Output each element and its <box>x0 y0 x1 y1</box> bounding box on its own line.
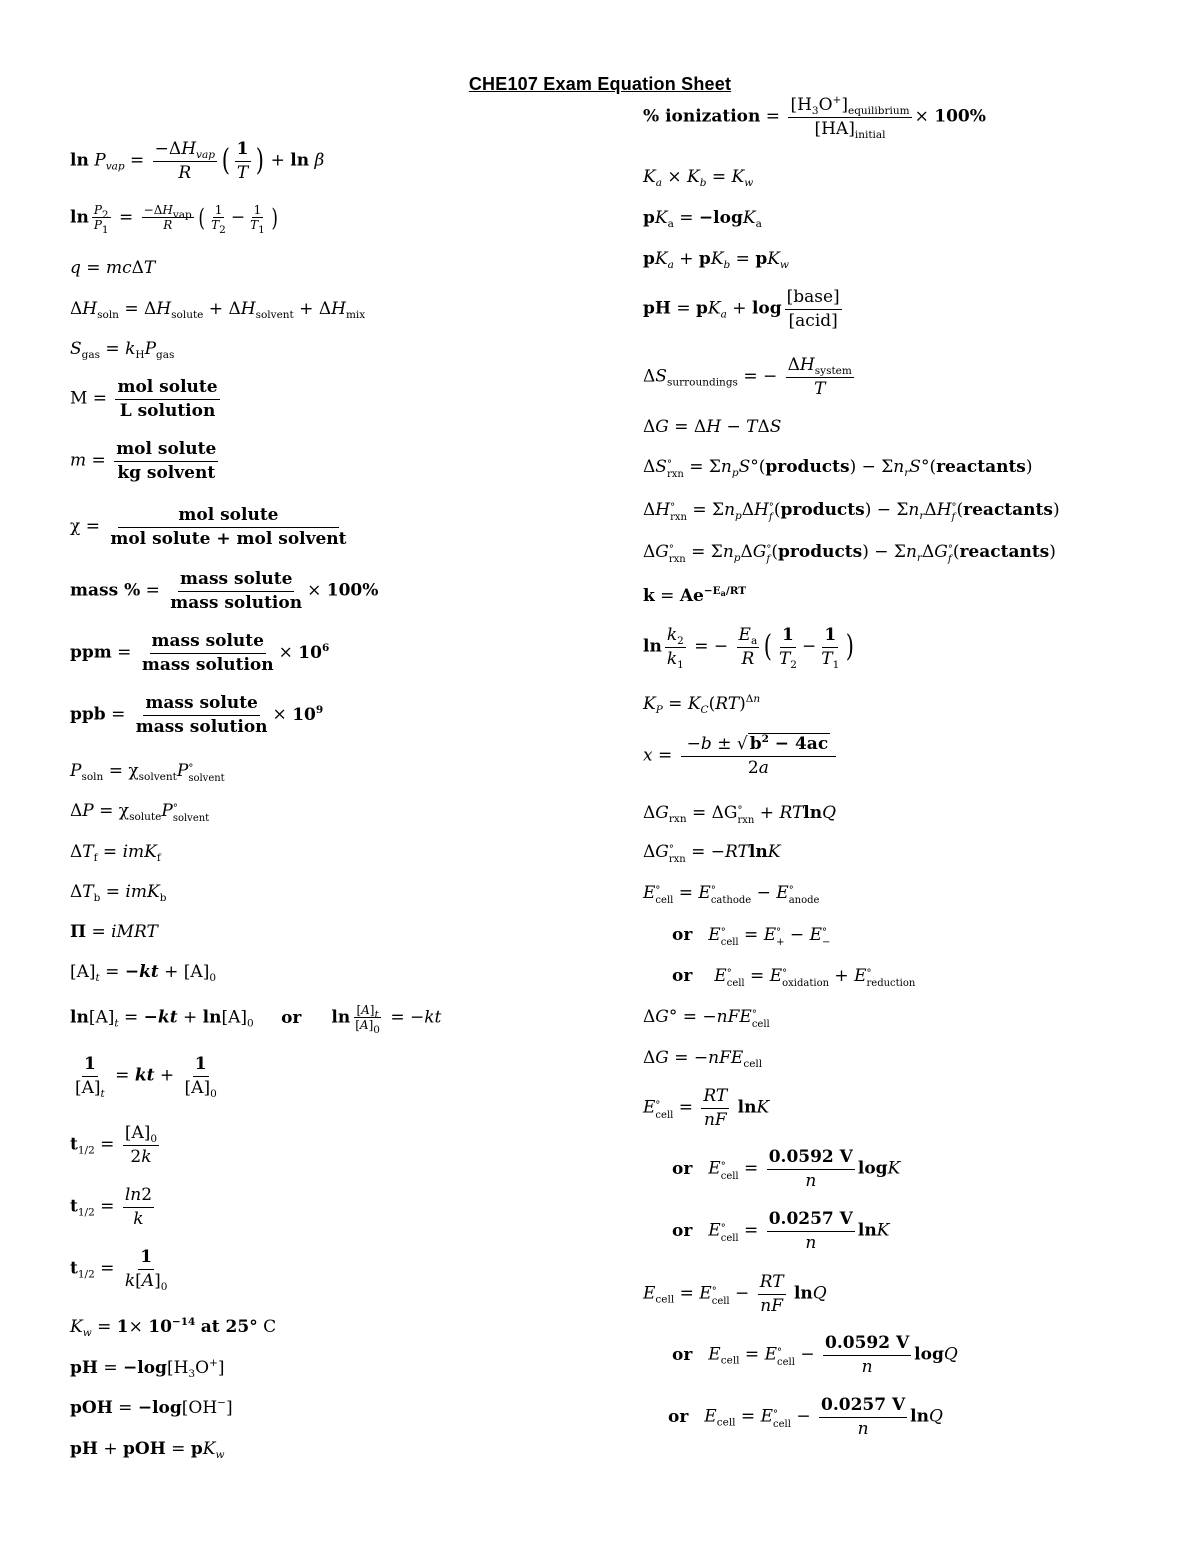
nernst-equation-ln: or $E_{cell} = E$ ° cell − $\frac{0.0257 V}{n}$ lnQ <box>668 1395 943 1439</box>
gibbs-free-energy-equation: ΔG = ΔH − TΔS <box>643 417 782 437</box>
kp-kc-relation: $K_P = K_C(RT)^{\Delta n}$ <box>643 693 761 716</box>
percent-ionization-equation: % ionization = $\frac{[H_3O^+]_{equilibrium}}{[HA]_{initial}}$ × 100% <box>643 94 986 141</box>
or-label: or <box>668 1406 689 1427</box>
free-energy-cell-potential: ΔG = −nFE$_{cell}$ <box>643 1048 763 1070</box>
or-label: or <box>672 925 693 945</box>
or-label: or <box>672 1344 693 1365</box>
second-order-rate-law: $\frac{1}{[A]_t}$ = kt + $\frac{1}{[A]_0}$ <box>75 1054 217 1100</box>
henrys-law-equation: $S_{gas} = k_HP_{gas}$ <box>70 339 175 361</box>
ph-definition: pH = $-\log[H_3O^+]$ <box>70 1357 225 1380</box>
poh-definition: pOH = −log[OH−] <box>70 1397 233 1418</box>
pka-definition: $pK_a = -\log K_a$ <box>643 208 762 230</box>
freezing-point-depression-equation: $\Delta T_f = imK_f$ <box>70 842 161 864</box>
zero-order-half-life: $t_{1/2}$ = $\frac{[A]_0}{2k}$ <box>70 1123 158 1167</box>
mass-percent-equation: mass % = $\frac{\text{mass solute}}{\text{mass solution}}$ × 100% <box>70 569 379 613</box>
ppb-equation: ppb = $\frac{\text{mass solute}}{\text{mass solution}}$ × $10^9$ <box>70 693 324 737</box>
nernst-equation-log: or $E_{cell} = E$ ° cell − $\frac{0.0592 V}{n}$ logQ <box>672 1333 958 1377</box>
free-energy-nonstandard: $\Delta G_{rxn} = \Delta G$ ° rxn + RTlnQ <box>643 803 837 826</box>
quadratic-formula: x = $\frac{-b \pm √ b^2 - 4ac}{2a}$ <box>643 735 839 777</box>
ka-kb-relation: $K_a \times K_b = K_w$ <box>643 167 754 189</box>
clausius-clapeyron-equation: $\ln P_{vap}$ = $\frac{-\Delta H_{vap}}{R}$ ( $\frac{1}{T}$ ) + ln β <box>70 139 325 183</box>
henderson-hasselbalch-equation: pH = $pK_a + \log$ $\frac{\text{[base]}}{\text{[acid]}}$ <box>643 287 840 331</box>
first-order-half-life: $t_{1/2}$ = $\frac{\ln 2}{k}$ <box>70 1185 153 1229</box>
page-title: CHE107 Exam Equation Sheet <box>468 74 732 94</box>
free-energy-cell-potential-standard: ΔG° = −nFE ° cell <box>643 1007 770 1030</box>
water-ionization-constant: $K_w = 1\times 10^{-14}$ at 25° C <box>70 1316 277 1339</box>
standard-entropy-of-reaction: ΔS ° rxn = $\Sigma n_pS^\circ(products)$ − $\Sigma n_rS^\circ(reactants)$ <box>643 457 1033 480</box>
ppm-equation: ppm = $\frac{\text{mass solute}}{\text{mass solution}}$ × $10^6$ <box>70 631 330 675</box>
molality-equation: m = $\frac{\text{mol solute}}{\text{kg solvent}}$ <box>70 439 217 483</box>
two-point-arrhenius-equation: ln $\frac{k_2}{k_1}$ = − $\frac{E_a}{R}$ ( $\frac{1}{T_2}$ − $\frac{1}{T_1}$ ) <box>643 625 855 671</box>
cell-potential-ln-k: or E ° cell = $\frac{0.0257 V}{n}$ lnK <box>672 1209 890 1253</box>
mole-fraction-equation: χ = $\frac{\text{mol solute}}{\text{mol solute + mol solvent}}$ <box>70 505 347 549</box>
zero-order-rate-law: $[A]_t = -kt + [A]_0$ <box>70 962 217 984</box>
pka-pkb-relation: $pK_a + pK_b = pK_w$ <box>643 249 789 271</box>
or-label: or <box>672 1158 693 1179</box>
or-label: or <box>281 1007 302 1028</box>
first-order-rate-law: $\ln[A]_t = -kt + \ln[A]_0$ or ln $\frac{[A]_t}{[A]_0}$ = −kt <box>70 1003 442 1037</box>
or-label: or <box>672 966 693 986</box>
heat-equation: q = mcΔT <box>70 258 156 278</box>
standard-free-energy-of-reaction: ΔG ° rxn = $\Sigma n_p\Delta G$ ° f (products) − $\Sigma n_r\Delta G$ ° f (reactants) <box>643 542 1056 565</box>
cell-potential-equilibrium-constant: E ° cell = $\frac{RT}{nF}$ lnK <box>643 1086 770 1130</box>
raoults-law-equation: $P_{soln} = \chi_{solvent}P$ ° solvent <box>70 761 225 784</box>
entropy-surroundings-equation: $\Delta S_{surroundings}$ = − $\frac{\Delta H_{system}}{T}$ <box>643 355 852 399</box>
second-order-half-life: $t_{1/2}$ = $\frac{1}{k[A]_0}$ <box>70 1247 168 1293</box>
enthalpy-of-solution-equation: $\Delta H_{soln} = \Delta H_{solute} + \Delta H_{solvent} + \Delta H_{mix}$ <box>70 299 366 321</box>
two-point-clausius-clapeyron: ln $\frac{P_2}{P_1}$ = $\frac{-\Delta H_{vap}}{R}$ ( $\frac{1}{T_2}$ − $\frac{1}{T_1}$ ) <box>70 203 278 237</box>
osmotic-pressure-equation: Π = iMRT <box>70 922 158 942</box>
boiling-point-elevation-equation: $\Delta T_b = imK_b$ <box>70 882 167 904</box>
arrhenius-equation: $k = Ae^{-E_a/RT}$ <box>643 585 747 606</box>
cell-potential-log-k: or E ° cell = $\frac{0.0592 V}{n}$ logK <box>672 1147 901 1191</box>
standard-cell-potential-alt-1: or E ° cell = E ° + − E ° − <box>672 925 831 948</box>
free-energy-equilibrium-constant: ΔG ° rxn = −RTlnK <box>643 842 781 865</box>
standard-cell-potential: E ° cell = E ° cathode − E ° anode <box>643 883 820 906</box>
molarity-equation: M = $\frac{\text{mol solute}}{\text{L solution}}$ <box>70 377 218 421</box>
vapor-pressure-lowering-equation: $\Delta P = \chi_{solute}P$ ° solvent <box>70 801 210 824</box>
ph-poh-relation: pH + pOH = $pK_w$ <box>70 1439 225 1461</box>
standard-cell-potential-alt-2: or E ° cell = E ° oxidation + E ° reduction <box>672 966 916 989</box>
standard-enthalpy-of-reaction: ΔH ° rxn = $\Sigma n_p\Delta H$ ° f (products) − $\Sigma n_r\Delta H$ ° f (reactants) <box>643 500 1060 523</box>
nernst-equation: $E_{cell} = E$ ° cell − $\frac{RT}{nF}$ lnQ <box>643 1272 827 1316</box>
or-label: or <box>672 1220 693 1241</box>
